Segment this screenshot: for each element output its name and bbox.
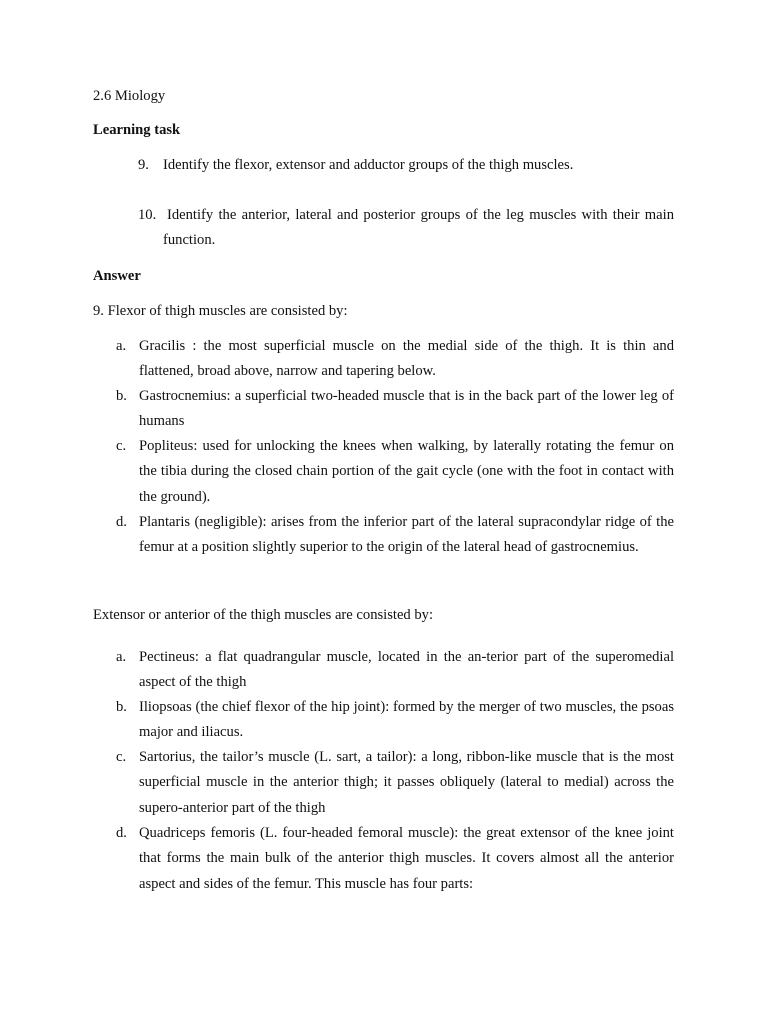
flexor-intro: 9. Flexor of thigh muscles are consisted by: bbox=[93, 303, 348, 319]
list-letter: b. bbox=[116, 388, 127, 404]
list-letter: c. bbox=[116, 438, 127, 454]
list-letter: b. bbox=[116, 699, 127, 715]
extensor-item: Pectineus: a flat quadrangular muscle, located in the an-terior part of the superomedial aspect of the thigh bbox=[139, 649, 674, 691]
section-title: 2.6 Miology bbox=[93, 88, 166, 104]
extensor-intro: Extensor or anterior of the thigh muscles are consisted by: bbox=[93, 607, 434, 623]
learning-task-item: Identify the anterior, lateral and posterior groups of the leg muscles with their main function. bbox=[163, 207, 674, 249]
flexor-item: Gastrocnemius: a superficial two-headed muscle that is in the back part of the lower leg of humans bbox=[139, 388, 674, 430]
flexor-item: Plantaris (negligible): arises from the inferior part of the lateral supracondylar ridge of the femur at a position slightly superior to the origin of the lateral head of gastrocnemius. bbox=[139, 514, 674, 556]
list-letter: a. bbox=[116, 338, 127, 354]
list-number: 10. bbox=[138, 207, 157, 223]
list-letter: d. bbox=[116, 514, 127, 530]
extensor-item: Iliopsoas (the chief flexor of the hip joint): formed by the merger of two muscles, the psoas major and iliacus. bbox=[139, 699, 674, 741]
answer-heading: Answer bbox=[93, 268, 141, 284]
learning-task-item: Identify the flexor, extensor and adductor groups of the thigh muscles. bbox=[163, 157, 574, 173]
list-letter: d. bbox=[116, 825, 127, 841]
flexor-item: Popliteus: used for unlocking the knees when walking, by laterally rotating the femur on the tibia during the closed chain portion of the gait cycle (one with the foot in contact with the ground). bbox=[139, 438, 674, 505]
list-letter: a. bbox=[116, 649, 127, 665]
extensor-item: Quadriceps femoris (L. four-headed femoral muscle): the great extensor of the knee joint that forms the main bulk of the anterior thigh muscles. It covers almost all the anterior aspect and sides of the femur. This muscle has four parts: bbox=[139, 825, 674, 892]
flexor-item: Gracilis : the most superficial muscle on the medial side of the thigh. It is thin and flattened, broad above, narrow and tapering below. bbox=[139, 338, 674, 380]
list-letter: c. bbox=[116, 749, 127, 765]
list-number: 9. bbox=[138, 157, 149, 173]
extensor-item: Sartorius, the tailor’s muscle (L. sart, a tailor): a long, ribbon-like muscle that is the most superficial muscle in the anterior thigh; it passes obliquely (lateral to medial) across the supero-anterior part of the thigh bbox=[139, 749, 674, 816]
learning-task-heading: Learning task bbox=[93, 122, 181, 138]
